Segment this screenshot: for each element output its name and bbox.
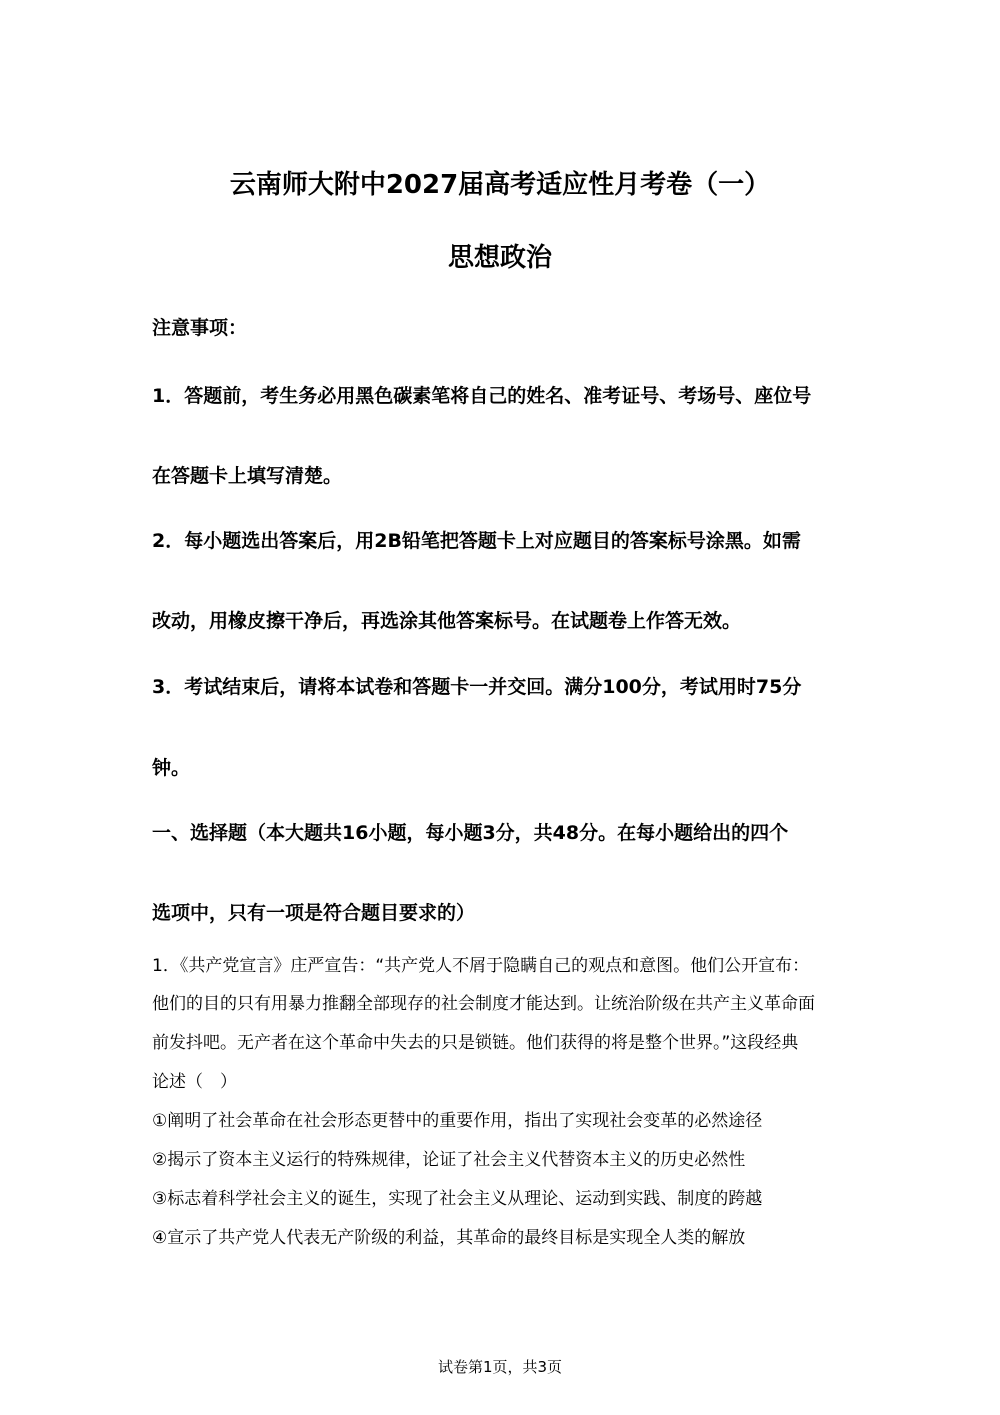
notice-line: 在答题卡上填写清楚。 bbox=[152, 465, 343, 487]
question-option: ②揭示了资本主义运行的特殊规律，论证了社会主义代替资本主义的历史必然性 bbox=[152, 1150, 746, 1170]
notice-line: 1．答题前，考生务必用黑色碳素笔将自己的姓名、准考证号、考场号、座位号 bbox=[152, 385, 812, 407]
notice-line: 钟。 bbox=[152, 757, 191, 779]
question-option: ④宣示了共产党人代表无产阶级的利益，其革命的最终目标是实现全人类的解放 bbox=[152, 1228, 746, 1248]
question-stem-line: 论述（ ） bbox=[152, 1072, 237, 1092]
question-option: ③标志着科学社会主义的诞生，实现了社会主义从理论、运动到实践、制度的跨越 bbox=[152, 1189, 763, 1209]
notice-line: 改动，用橡皮擦干净后，再选涂其他答案标号。在试题卷上作答无效。 bbox=[152, 610, 742, 632]
question-stem-line: 1．《共产党宣言》庄严宣告：“共产党人不屑于隐瞒自己的观点和意图。他们公开宣布： bbox=[152, 956, 810, 976]
notice-line: 3．考试结束后，请将本试卷和答题卡一并交回。满分100分，考试用时75分 bbox=[152, 676, 802, 698]
question-option: ①阐明了社会革命在社会形态更替中的重要作用，指出了实现社会变革的必然途径 bbox=[152, 1111, 763, 1131]
section-heading: 选项中，只有一项是符合题目要求的） bbox=[152, 902, 476, 924]
subject-title: 思想政治 bbox=[447, 243, 552, 273]
page-footer: 试卷第1页，共3页 bbox=[437, 1358, 563, 1376]
section-heading: 一、选择题（本大题共16小题，每小题3分，共48分。在每小题给出的四个 bbox=[152, 822, 789, 844]
notice-heading: 注意事项： bbox=[152, 317, 248, 339]
question-stem-line: 他们的目的只有用暴力推翻全部现存的社会制度才能达到。让统治阶级在共产主义革命面 bbox=[152, 994, 815, 1014]
exam-title: 云南师大附中2027届高考适应性月考卷（一） bbox=[229, 170, 771, 200]
notice-line: 2．每小题选出答案后，用2B铅笔把答题卡上对应题目的答案标号涂黑。如需 bbox=[152, 530, 801, 552]
question-stem-line: 前发抖吧。无产者在这个革命中失去的只是锁链。他们获得的将是整个世界。”这段经典 bbox=[152, 1033, 799, 1053]
